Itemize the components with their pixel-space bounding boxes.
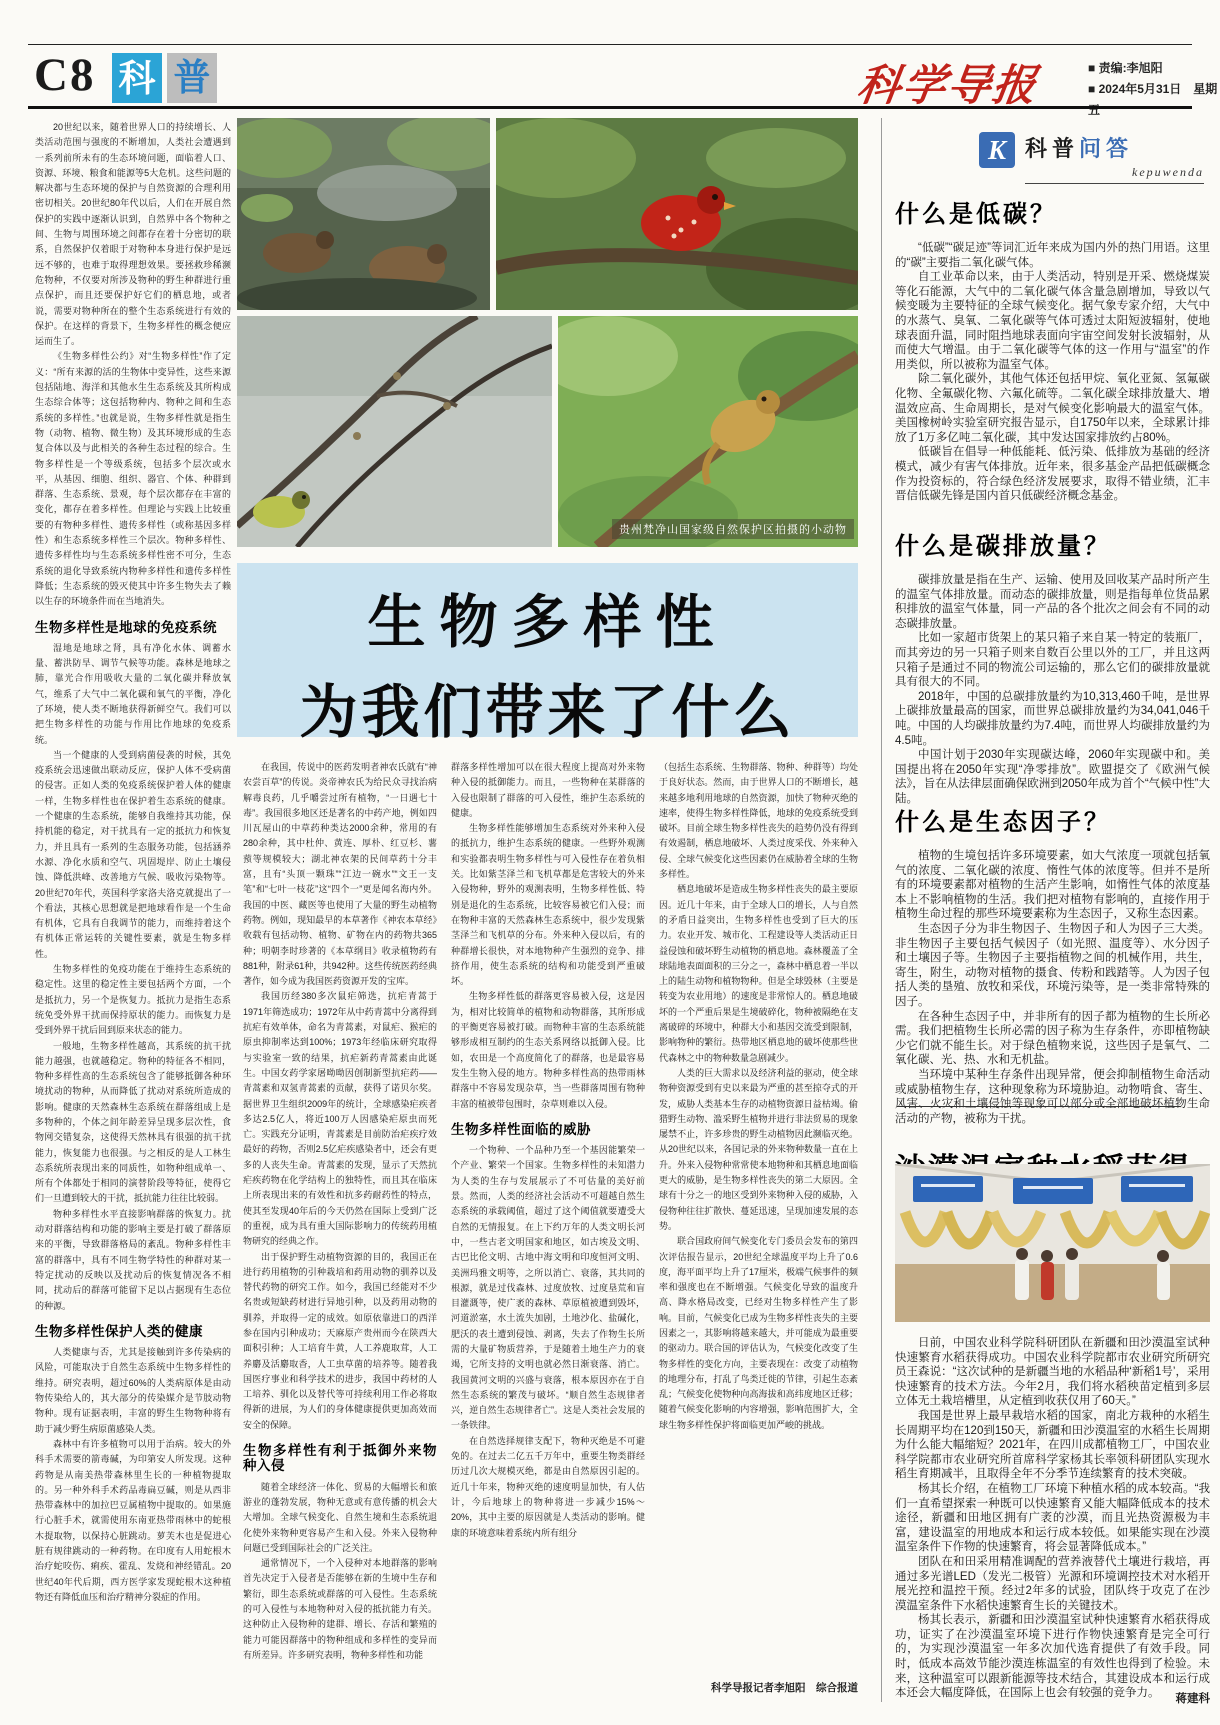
article-byline: 科学导报记者李旭阳 综合报道 — [711, 1682, 858, 1694]
body-paragraph: 生物多样性能够增加生态系统对外来种入侵的抵抗力，维护生态系统的健康。一些野外观测和实验都表明生物多样性与可入侵性存在着负相关。比如紫茎泽兰和飞机草都是危害较大的外来入侵物种，野外的观测表明，生物多样性低、特别是退化的生态系统，比较容易被它们入侵；而在物种丰富的天然森林生态系统中，很少发现紫茎泽兰和飞机草的分布。外来种入侵以后，有的种群增长很快，对本地物种产生强烈的竞争、排挤作用，使生态系统的结构和功能受到严重破坏。 — [451, 823, 645, 987]
body-paragraph: 一个物种、一个品种乃至一个基因能繁荣一个产业、繁荣一个国家。生物多样性的未知潜力为人类的生存与发展展示了不可估量的美好前景。然而，人类的经济社会活动不可超越自然生态系统的承载阈值，超过了这个阈值就要遭受大自然的无情报复。在上下约万年的人类文明长河中，一些古老文明国家和地区，如古埃及文明、古巴比伦文明、古地中海文明和印度恒河文明、美洲玛雅文明等，之所以消亡、衰落，其共同的根源，就是过伐森林、过度放牧、过度垦荒和盲目灌溉等，使广袤的森林、草原植被遭到毁坏，河道淤塞，水土流失加剧，土地沙化、盐碱化，肥沃的表土遭到侵蚀、剥离，失去了作物生长所需的大量矿物质营养，于是随着土地生产力的衰竭，它所支持的文明也就必然日渐衰落、消亡。我国黄河文明的兴盛与衰落，根本原因亦在于自然生态系统的繁茂与破坏。“顺自然生态规律者兴，逆自然生态规律者亡”。这是人类社会发展的一条铁律。 — [451, 1145, 645, 1431]
article-column-3 — [451, 760, 645, 1702]
sub-heading: 生物多样性是地球的免疫系统 — [35, 619, 217, 635]
body-paragraph: 日前，中国农业科学院科研团队在新疆和田沙漠温室试种快速繁育水稻获得成功。中国农业科学院都市农业研究所研究员王森说：“这次试种的是新疆当地的水稻品种‘新稻1号’，采用快速繁育的技术方法。今年2月，我们将水稻秧苗定植到多层立体无土栽培槽里，从定植到收获仅用了60天。” — [895, 1337, 1210, 1408]
body-paragraph: 除二氧化碳外，其他气体还包括甲烷、氧化亚氮、氢氟碳化物、全氟碳化物、六氟化硫等。二氧化碳全球排放量大、增温效应高、生命周期长，是对气候变化影响最大的温室气体。美国橡树岭实验室研究报告显示，自1750年以来，全球累计排放了1万多亿吨二氧化碳，其中发达国家排放约占80%。 — [895, 373, 1210, 444]
rice-article-divider — [897, 1106, 1181, 1107]
body-paragraph: 《生物多样性公约》对“生物多样性”作了定义：“所有来源的活的生物体中变异性，这些来源包括陆地、海洋和其他水生生态系统及其所构成生态综合体等；这包括物种内、物种之间和生态系统的多样性。”也就是说，生物多样性就是指生物（动物、植物、微生物）及其环境形成的生态复合体以及与此相关的各种生态过程的综合。生物多样性是一个等级系统，包括多个层次或水平，从基因、细胞、组织、器官、个体、种群到群落、生态系统、景观，每个层次都存在丰富的变化，都存在着多样性。但理论与实践上比较重要的有物种多样性、遗传多样性（或称基因多样性）和生态系统多样性三个层次。物种多样性、遗传多样性均与生态系统多样性密不可分，生态系统的退化导致系统内物种多样性和遗传多样性降低；生态系统的毁灭使其中许多生物失去了赖以生存的环境条件而在当地消失。 — [35, 351, 231, 607]
date-label: ■ 2024年5月31日 星期五 — [1088, 82, 1218, 117]
body-paragraph: 在我国，传说中的医药发明者神农氏就有“神农尝百草”的传说。炎帝神农氏为给民众寻找治病解毒良药，几乎嚼尝过所有植物，“一日遇七十毒”。我国很多地区还是著名的中药产地，例如四川瓦屋山的中草药种类达2000余种，常用的有280余种，其中杜仲、黄连、厚朴、红豆杉、薯蓣等规模较大；湖北神农架的民间草药十分丰富，且有“头顶一颗珠”“江边一碗水”“文王一支笔”和“七叶一枝花”这“四个一”更是闻名海内外。我国的中医、藏医等也使用了大量的野生动植物药物。例如，现知最早的本草著作《神农本草经》收载有包括动物、植物、矿物在内的药物共365种；明朝李时珍著的《本草纲目》收录植物药有881种，附录61种，共942种。这些传统医药经典著作，如今成为我国医药资源开发的宝库。 — [243, 762, 437, 987]
sub-heading: 生物多样性保护人类的健康 — [35, 1323, 203, 1339]
body-paragraph: 生物多样性低的群落更容易被入侵，这是因为，相对比较简单的植物和动物群落，其所形成的平衡更容易被打破。而物种丰富的生态系统能够形成相互制约的生态关系网络以抵御入侵。比如，农田是一个高度简化了的群落，也是最容易发生生物入侵的地方。物种多样性高的热带雨林群落中不容易发现杂草，当一些群落周围有物种丰富的植被带包围时，杂草则难以入侵。 — [451, 991, 645, 1109]
body-paragraph: 团队在和田采用精准调配的营养液替代土壤进行栽培，再通过多光谱LED（发光二极管）光源和环境调控技术对水稻开展光控和温控干预。经过2年多的试验，团队终于攻克了在沙漠温室条件下水稻快速繁育生长的关键技术。 — [895, 1555, 1210, 1612]
qa-section-carbon-emission — [895, 526, 1210, 807]
body-paragraph: 通常情况下，一个入侵种对本地群落的影响首先决定于入侵者是否能够在新的生境中生存和繁衍，即生态系统或群落的可入侵性。生态系统的可入侵性与本地物种对入侵的抵抗能力有关。这种防止入侵物种的建群、增长、存活和繁殖的能力可能因群落中的物种组成和多样性的变异而有所差异。许多研究表明，物种多样性和功能 — [243, 1558, 437, 1660]
body-paragraph: 自工业革命以来，由于人类活动，特别是开采、燃烧煤炭等化石能源，大气中的二氧化碳气体含量急剧增加，导致以气候变暖为主要特征的全球气候变化。据气象专家介绍，大气中的水蒸气、臭氧、二氧化碳等气体可透过太阳短波辐射，使地球表面升温，同时阻挡地球表面向宇宙空间发射长波辐射，从而使大气增温。由于二氧化碳等气体的这一作用与“温室”的作用类似，所以被称为温室气体。 — [895, 271, 1210, 371]
body-paragraph: 湿地是地球之肾，具有净化水体、调蓄水量、蓄洪防旱、调节气候等功能。森林是地球之肺，靠光合作用吸收大量的二氧化碳并释放氧气，维系了大气中二氧化碳和氧气的平衡，净化了环境，使人类不断地获得新鲜空气。我们可以把生物多样性的功能与作用比作地球的免疫系统。 — [35, 642, 231, 745]
body-paragraph: 在各种生态因子中，并非所有的因子都为植物的生长所必需。我们把植物生长所必需的因子称为生存条件，亦即植物缺少它们就不能生长。对于绿色植物来说，这些因子是氧气、二氧化碳、光、热、水和无机盐。 — [895, 1010, 1210, 1067]
top-rule — [28, 44, 1192, 45]
body-paragraph: 物种多样性水平直接影响群落的恢复力。扰动对群落结构和功能的影响主要是打破了群落原来的平衡，导致群落格局的紊乱。物种多样性丰富的群落中，具有不同生物学特性的种群对某一特定扰动的反映以及扰动后的恢复情况各不相同，扰动后的群落可能留下足以占据现有生态位的种源。 — [35, 1208, 231, 1311]
body-paragraph: 我国是世界上最早栽培水稻的国家，南北方栽种的水稻生长周期平均在120到150天，新疆和田沙漠温室的水稻生长周期为什么能大幅缩短？2021年，在四川成都植物工厂，中国农业科学院都市农业研究所首席科学家杨其长率领科研团队实现水稻生育期减半，且取得全年不分季节连续繁育的技术突破。 — [895, 1409, 1210, 1481]
rice-byline-row — [895, 1690, 1210, 1706]
wildlife-photo-monkey — [558, 316, 858, 547]
body-paragraph: 出于保护野生动植物资源的目的，我国正在进行药用植物的引种栽培和药用动物的驯养以及替代药物的研究工作。如今，我国已经能对不少名贵或短缺药材进行异地引种，以及药用动物的驯养，并取得一定的成效。如原依靠进口的西洋参在国内引种成功；天麻原产贵州而今在陕西大面积引种；人工培育牛黄，人工养鹿取茸，人工养麝及活麝取香，人工虫草菌的培养等。随着我国医疗事业和科学技术的进步，我国中药材的人工培养、驯化以及替代等可持续利用工作必将取得新的进展，为人们的身体健康提供更加高效而安全的保障。 — [243, 1251, 437, 1430]
qa-title: 什么是低碳？ — [895, 201, 1057, 228]
section-badge-pu: 普 — [167, 53, 217, 103]
wildlife-photo-pheasants — [237, 118, 490, 310]
body-paragraph: 中国计划于2030年实现碳达峰，2060年实现碳中和。美国提出将在2050年实现“净零排放”。欧盟提交了《欧洲气候法》，旨在从法律层面确保欧洲到2050年成为首个“气候中性”大陆。 — [895, 749, 1210, 805]
headline-line1: 生物多样性 — [367, 590, 728, 655]
body-paragraph: 低碳旨在倡导一种低能耗、低污染、低排放为基础的经济模式，减少有害气体排放。近年来，很多基金产品把低碳概念作为投资标的，符合绿色经济发展要求，取得不错业绩，汇丰晋信低碳先锋是国内首只低碳经济概念基金。 — [895, 446, 1210, 503]
qa-title: 什么是生态因子？ — [895, 809, 1111, 836]
wildlife-photo-branches-bird — [237, 316, 552, 547]
column-divider — [881, 118, 882, 1702]
pheasants-illustration — [237, 118, 490, 310]
branches-illustration — [237, 316, 552, 547]
right-column — [895, 118, 1210, 1705]
body-paragraph: 当环境中某种生存条件出现异常，便会抑制植物生命活动或威胁植物生存，这种现象称为环境胁迫。动物啃食、寄生、风害、火灾和土壤侵蚀等现象可以部分或全部地破坏植物生命活动的产物，被称为干扰。 — [895, 1068, 1210, 1125]
greenhouse-illustration — [895, 1164, 1210, 1322]
monkey-illustration — [558, 316, 858, 547]
body-paragraph: 人类健康与否，尤其是接触到许多传染病的风险，可能取决于自然生态系统中生物多样性的维持。研究表明，超过60%的人类病原体是由动物传染给人的，其大部分的传染媒介是节肢动物物种。现有证据表明，丰富的野生生物物种将有助于减少野生病原菌感染人类。 — [35, 1347, 231, 1434]
headline-line2: 为我们带来了什么 — [299, 680, 796, 745]
body-paragraph: 我国历经380多次鼠疟筛选，抗疟青蒿于1971年筛选成功；1972年从中药青蒿中分离得到抗疟有效单体，命名为青蒿素，对鼠疟、猴疟的原虫抑制率达到100%；1973年经临床研究取得与实验室一致的结果，抗疟新药青蒿素由此诞生。中国女药学家屠呦呦因创制新型抗疟药——青蒿素和双氢青蒿素的贡献，获得了诺贝尔奖。据世界卫生组织2009年的统计，全球感染疟疾者多达2.5亿人，将近100万人因感染疟原虫而死亡。实践充分证明，青蒿素是目前防治疟疾疗效最好的药物，否则2.5亿疟疾感染者中，还会有更多的人丧失生命。青蒿素的发现，显示了天然抗疟疾药物在化学结构上的独特性，而且其在临床上所表现出来的有效性和抗多药耐药性的特点，使其至发现40年后的今天仍然在国际上受到广泛的重视，成为具有重大国际影响力的传统药用植物研究的经典之作。 — [243, 991, 437, 1247]
kepuwenda-title-black: 科普 — [1025, 136, 1080, 161]
kepuwenda-title — [1025, 132, 1204, 163]
section-badge-ke: 科 — [112, 53, 162, 103]
qa-body — [895, 849, 1210, 1126]
body-paragraph: “低碳”“碳足迹”等词汇近年来成为国内外的热门用语。这里的“碳”主要指二氧化碳气体。 — [895, 242, 1210, 269]
body-paragraph: 随着全球经济一体化、贸易的大幅增长和旅游业的蓬勃发展，物种无意或有意传播的机会大大增加。全球气候变化、自然生境和生态系统退化使外来物种更容易产生和入侵。外来入侵物种问题已受到国际社会的广泛关注。 — [243, 1481, 437, 1553]
body-paragraph: 20世纪以来，随着世界人口的持续增长、人类活动范围与强度的不断增加，人类社会遭遇到一系列前所未有的生态环境问题，面临着人口、资源、环境、粮食和能源等5大危机。这些问题的解决都与生态环境的保护与自然资源的合理利用密切相关。20世纪80年代以后，人们在开展自然保护的实践中逐渐认识到，自然界中各个物种之间、生物与周围环境之间都存在着十分密切的联系，自然保护仅着眼于对物种本身进行保护是远远不够的，也难于取得理想效果。要拯救珍稀濒危物种，不仅要对所涉及物种的野生种群进行重点保护，而且还要保护好它们的栖息地，或者说，需要对物种所在的整个生态系统进行有效的保护。在这样的背景下，生物多样性的概念便应运而生了。 — [35, 122, 231, 347]
sub-heading: 生物多样性有利于抵御外来物种入侵 — [243, 1443, 437, 1474]
greenhouse-photo — [895, 1164, 1210, 1322]
body-paragraph: 森林中有许多植物可以用于治病。较大的外科手术需要的箭毒碱，为印第安人所发现。这种药物是从南美热带森林里生长的一种植物提取的。另一种外科手术药品毒扁豆碱，则是从西非热带森林中的加拉巴豆属植物中提取的。如果施行心脏手术，就需使用东南亚热带雨林中的蛇根木提取物，以保持心脏跳动。萝芙木也是促进心脏有规律跳动的一种药物。在印度有人用蛇根木治疗蛇咬伤、痢疾、霍乱、发烧和神经错乱。20世纪40年代后期，西方医学家发现蛇根木这种植物还有降低血压和治疗精神分裂症的作用。 — [35, 1438, 231, 1602]
k-logo-icon: K — [979, 132, 1015, 168]
header-rule — [28, 106, 1192, 109]
header-info — [1088, 58, 1220, 121]
body-paragraph: 当一个健康的人受到病菌侵袭的时候，其免疫系统会迅速做出联动反应，保护人体不受病菌的侵害。正如人类的免疫系统保护着人体的健康一样，生物多样性也在保护着生态系统的健康。一个健康的生态系统，能够自我维持其功能，保持机能的稳定，对干扰具有一定的抵抗力和恢复力，并且具有一系列的生态服务功能，包括涵养水源、净化水质和空气、巩固堤岸、防止土壤侵蚀、降低洪峰、改善地方气候、吸收污染物等。20世纪70年代，英国科学家洛夫洛克就提出了一个看法，其核心思想就是把地球看作是一个生命有机体，它具有自我调节的能力，而维持着这个有机体正常运转的关键性要素，就是生物多样性。 — [35, 749, 231, 959]
kepuwenda-logo — [979, 132, 1204, 184]
red-bird-illustration — [496, 118, 858, 310]
body-paragraph: 植物的生境包括许多环境要素，如大气浓度一项就包括氧气的浓度、二氧化碳的浓度、惰性气体的浓度等。但并不是所有的环境要素都对植物的生活产生影响，如惰性气体的浓度基本上不影响植物的生活。我们把对植物有影响的，直接作用于植物生命过程的那些环境要素称为生态因子，又称生态因素。 — [895, 850, 1210, 921]
masthead: 科学导报 — [854, 63, 1041, 110]
article-column-4 — [659, 760, 858, 1665]
body-paragraph: 人类的巨大需求以及经济利益的驱动，使全球物种资源受到有史以来最为严重的甚至掠夺式的开发，威胁人类基本生存的动植物资源日益枯竭。偷猎野生动物、滥采野生植物并进行非法贸易的现象屡禁不止，许多珍贵的野生动植物因此濒临灭绝。从20世纪以来，各国记录的外来物种数量一直在上升。外来入侵物种常常使本地物种和其栖息地面临更大的威胁，是生物多样性丧失的第二大原因。全球有十分之一的地区受到外来物种入侵的威胁，入侵物种往往扩散快、蔓延迅速，呈现加速发展的态势。 — [659, 1067, 858, 1231]
body-paragraph: 杨其长表示，新疆和田沙漠温室试种快速繁育水稻获得成功，证实了在沙漠温室环境下进行作物快速繁育是完全可行的，为实现沙漠温室一年多次加代选育提供了有效手段。同时，低成本高效节能沙漠连栋温室的有效性也得到了检验。未来，这种温室可以跟新能源等技术结合，其建设成本和运行成本还会大幅度降低，在国际上也会有较强的竞争力。 — [895, 1614, 1210, 1700]
body-paragraph: 联合国政府间气候变化专门委员会发布的第四次评估报告显示，20世纪全球温度平均上升了0.6度，海平面平均上升了17厘米，极端气候事件的频率和强度也在不断增强。气候变化导致的温度升高、降水格局改变，已经对生物多样性产生了影响。目前，气候变化已成为生物多样性丧失的主要因素之一，其影响将越来越大，并可能成为最重要的驱动力。联合国的评估认为，气候变化改变了生物多样性的变化方向，主要表现在：改变了动植物的地理分布，打乱了鸟类迁徙的节律，引起生态紊乱；气候变化使物种向高海拔和高纬度地区迁移；随着气候变化影响的内容增强，影响范围扩大，全球生物多样性保护将面临更加严峻的挑战。 — [659, 1236, 858, 1430]
wildlife-photo-red-bird — [496, 118, 858, 310]
body-paragraph: 栖息地破坏是造成生物多样性丧失的最主要原因。近几十年来，由于全球人口的增长，人与自然的矛盾日益突出，生物多样性也受到了巨大的压力。农业开发、城市化、工程建设等人类活动正日益侵蚀和破坏野生动植物的栖息地。森林覆盖了全球陆地表面面积的三分之一，森林中栖息着一半以上的陆生动物和植物物种。但是全球毁林（主要是转变为农业用地）的速度是非常惊人的。栖息地破坏的一个严重后果是生境破碎化，物种被隔绝在支离破碎的环境中，种群大小和基因交流受到限制，影响物种的繁衍。热带地区栖息地的破坏使那些世代森林之中的物种数量急剧减少。 — [659, 884, 858, 1063]
body-paragraph: 碳排放量是指在生产、运输、使用及回收某产品时所产生的温室气体排放量。而动态的碳排放量，则是指每单位货品累积排放的温室气体量，同一产品的各个批次之间会有不同的动态碳排放量。 — [895, 574, 1210, 630]
body-paragraph: 生态因子分为非生物因子、生物因子和人为因子三大类。非生物因子主要包括气候因子（如光照、温度等）、水分因子和土壤因子等。生物因子主要指植物之间的机械作用，共生，寄生，附生，动物对植物的摄食、传粉和践踏等。人为因子包括人类的垦殖、放牧和采伐，环境污染等，是一类非常特殊的因子。 — [895, 922, 1210, 1008]
body-paragraph: （包括生态系统、生物群落、物种、种群等）均处于良好状态。然而，由于世界人口的不断增长，越来越多地利用地球的自然资源，加快了物种灭绝的速率，使得生物多样性降低，地球的免疫系统受到破坏。目前全球生物多样性丧失的趋势仍没有得到有效遏制，栖息地破坏、人类过度采伐、外来种入侵、全球气候变化这些因素仍在威胁着全球的生物多样性。 — [659, 762, 858, 880]
body-paragraph: 在自然选择规律支配下，物种灭绝是不可避免的。在过去二亿五千万年中，重要生物类群经历过几次大规模灭绝，都是由自然原因引起的。近几十年来，物种灭绝的速度明显加快，有人估计，今后地球上的物种将进一步减少15%～20%，其中主要的原因就是人类活动的影响。健康的环境意味着系统内所有组分 — [451, 1435, 645, 1538]
qa-body — [895, 241, 1210, 504]
photo-caption: 贵州梵净山国家级自然保护区拍摄的小动物 — [612, 519, 854, 539]
body-paragraph: 一般地，生物多样性越高，其系统的抗干扰能力越强，也就越稳定。物种的特征各不相同，物种多样性高的生态系统包含了能够抵御各种环境扰动的物种，从而降低了扰动对系统所造成的影响。健康的天然森林生态系统在群落组成上是多物种的，个体之间年龄差异呈现多层次性，食物网交错复杂，这使得天然林具有很强的抗干扰能力，恢复能力也很强。与之相反的是人工林生态系统所表现出来的同质性，如物种组成单一、所有个体都处于相同的演替阶段等特征，使得它们一旦遭到较大的干扰，抵抗能力往往比较弱。 — [35, 1040, 231, 1204]
headline-box — [237, 563, 858, 745]
kepuwenda-subtitle: kepuwenda — [1132, 165, 1204, 179]
kepuwenda-title-blue: 问答 — [1079, 136, 1134, 161]
rice-article-body — [895, 1336, 1210, 1701]
article-column-2 — [243, 760, 437, 1702]
qa-section-low-carbon — [895, 194, 1210, 504]
body-paragraph: 2018年，中国的总碳排放量约为10,313,460千吨，是世界上碳排放量最高的国家，而世界总碳排放量约为34,041,046千吨。中国的人均碳排放量约为7.4吨，而世界人均碳排放量约为4.5吨。 — [895, 690, 1210, 747]
qa-section-ecological-factor — [895, 802, 1210, 1126]
body-paragraph: 比如一家超市货架上的某只箱子来自某一特定的装瓶厂，而其旁边的另一只箱子则来自数百公里以外的工厂，并且这两只箱子是通过不同的物流公司运输的，那么它们的碳排放量就具有很大的不同。 — [895, 632, 1210, 689]
sub-heading: 生物多样性面临的威胁 — [451, 1121, 591, 1137]
body-paragraph: 杨其长介绍，在植物工厂环境下种植水稻的成本较高。“我们一直希望探索一种既可以快速繁育又能大幅降低成本的技术途径，新疆和田地区拥有广袤的沙漠，而且光热资源极为丰富，建设温室的用地成本和运行成本较低。如果能实现在沙漠温室条件下作物的快速繁育，将会显著降低成本。” — [895, 1482, 1210, 1554]
article-column-1 — [35, 120, 231, 1702]
body-paragraph: 群落多样性增加可以在很大程度上提高对外来物种入侵的抵御能力。而且，一些物种在某群落的入侵也限制了群落的可入侵性，维护生态系统的健康。 — [451, 762, 645, 818]
page-number: C8 — [34, 49, 96, 101]
qa-body — [895, 573, 1210, 807]
body-paragraph: 生物多样性的免疫功能在于维持生态系统的稳定性。这里的稳定性主要包括两个方面，一个是抵抗力，另一个是恢复力。抵抗力是指生态系统免受外界干扰而保持原状的能力。而恢复力是受到外界干扰后回到原来状态的能力。 — [35, 964, 231, 1036]
qa-title: 什么是碳排放量？ — [895, 533, 1111, 560]
editor-label: ■ 责编:李旭阳 — [1088, 61, 1163, 75]
rice-byline: 蒋建科 — [1175, 1693, 1210, 1705]
